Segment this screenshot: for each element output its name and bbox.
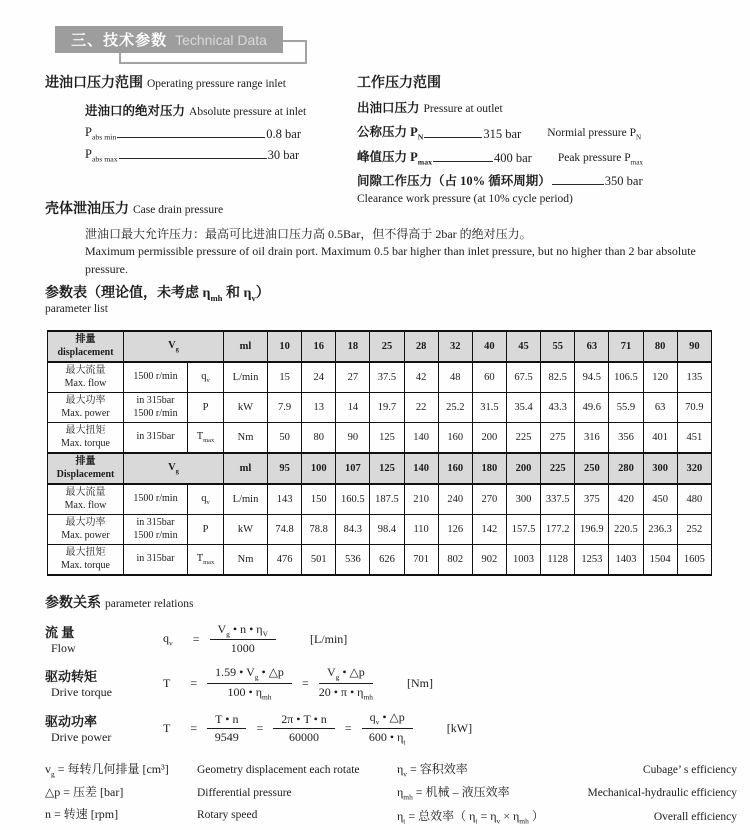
table-cell: ml (224, 331, 268, 362)
legend-def: $v_g$ = 每转几何排量 [cm³] (45, 762, 169, 779)
table-cell: 196.9 (575, 515, 609, 545)
equals-sign: = (190, 720, 198, 735)
table-cell: 27 (336, 362, 370, 393)
fraction: $\frac{q_v • \triangle p}{600 • \eta_t}$ (362, 710, 413, 746)
leader-line (117, 137, 265, 138)
table-cell: 1605 (677, 545, 711, 576)
clearance-pressure-value: 350 bar (604, 174, 643, 188)
table-cell: 401 (643, 423, 677, 454)
legend-item (45, 760, 397, 778)
outlet-subheading-zh: 出油口压力 (357, 101, 420, 115)
table-cell: 80 (302, 423, 336, 454)
case-drain-text-en: Maximum permissible pressure of oil drain port. Maximum 0.5 bar higher than inlet pressure, but no higher than 2 bar absolute pressure. (85, 244, 696, 276)
table-cell: 320 (677, 453, 711, 484)
table-data-row (48, 484, 712, 515)
table-cell: 35.4 (506, 393, 540, 423)
table-cell: 300 (643, 453, 677, 484)
outlet-pressure-section (357, 72, 735, 205)
table-cell: 40 (472, 331, 506, 362)
formula-label: 流 量 Flow (45, 625, 76, 656)
table-cell: 236.3 (643, 515, 677, 545)
table-cell: 200 (472, 423, 506, 454)
table-cell: 337.5 (541, 484, 575, 515)
legend-def: $\eta_{mh}$ = 机械 – 液压效率 (397, 785, 510, 802)
table-cell: 160 (438, 453, 472, 484)
symbol-legend (45, 760, 737, 830)
table-cell: 25.2 (438, 393, 472, 423)
case-drain-text-zh: 泄油口最大允许压力：最高可比进油口压力高 0.5Bar，但不得高于 2bar 的绝对压力。 (85, 227, 532, 241)
legend-en: Rotary speed (197, 809, 258, 822)
outlet-subheading (357, 98, 735, 117)
formula-label: 驱动功率 Drive power (45, 714, 112, 745)
inlet-heading (45, 72, 357, 92)
legend-item (45, 805, 397, 822)
table-cell: 1500 r/min (124, 484, 188, 515)
table-cell: 71 (609, 331, 643, 362)
table-cell: 67.5 (506, 362, 540, 393)
table-cell: 375 (575, 484, 609, 515)
formula-unit: [L/min] (309, 631, 348, 646)
parameter-list-title (45, 282, 270, 315)
table-cell: kW (224, 393, 268, 423)
table-cell: 250 (575, 453, 609, 484)
legend-def: $\eta_t$ = 总效率（ $\eta_t = \eta_v \times \eta_{mh}$ ） (397, 808, 544, 826)
table-cell: 626 (370, 545, 404, 576)
table-cell: ml (224, 453, 268, 484)
relations-heading-en: parameter relations (105, 598, 194, 610)
legend-item (45, 783, 397, 800)
legend-item (397, 783, 737, 801)
pressure-columns (45, 72, 735, 205)
table-cell: 60 (472, 362, 506, 393)
table-cell: 316 (575, 423, 609, 454)
table-cell: L/min (224, 362, 268, 393)
legend-en: Geometry displacement each rotate (197, 764, 360, 776)
table-cell: 94.5 (575, 362, 609, 393)
formula-symbol: T (163, 720, 171, 735)
abs-max-value: 30 bar (267, 148, 300, 162)
table-data-row (48, 423, 712, 454)
legend-def: n = 转速 [rpm] (45, 807, 119, 822)
table-cell: 177.2 (541, 515, 575, 545)
table-cell: 225 (541, 453, 575, 484)
banner-title-zh: 三、技术参数 (71, 32, 168, 49)
fraction: $\frac{V_g • \triangle p}{20 • \pi • \eta_{mh}}$ (318, 665, 373, 702)
table-cell: 70.9 (677, 393, 711, 423)
banner-title-en: Technical Data (175, 31, 267, 48)
table-cell: 95 (268, 453, 302, 484)
peak-pressure-zh: 峰值压力 $P_{max}$ (357, 149, 432, 166)
table-cell: $q_v$ (188, 362, 224, 393)
parameter-list-title-en: parameter list (45, 302, 108, 315)
nominal-pressure-en: Normial pressure $P_N$ (547, 127, 642, 142)
formula-symbol: T (163, 675, 171, 690)
abs-max-line (85, 147, 357, 164)
table-cell: 270 (472, 484, 506, 515)
table-cell: 476 (268, 545, 302, 576)
table-cell: L/min (224, 484, 268, 515)
table-cell: 55 (541, 331, 575, 362)
legend-left-column (45, 760, 397, 830)
table-cell: 802 (438, 545, 472, 576)
table-cell: 106.5 (609, 362, 643, 393)
table-cell: 98.4 (370, 515, 404, 545)
table-cell: $q_v$ (188, 484, 224, 515)
table-cell: 220.5 (609, 515, 643, 545)
table-cell: 排量 displacement (48, 331, 124, 362)
table-cell: 7.9 (268, 393, 302, 423)
formula-row (45, 665, 735, 701)
table-cell: 最大扭矩 Max. torque (48, 423, 124, 454)
table-cell: 275 (541, 423, 575, 454)
case-drain-heading-en: Case drain pressure (133, 204, 224, 216)
table-cell: 252 (677, 515, 711, 545)
case-drain-heading-zh: 壳体泄油压力 (45, 202, 129, 217)
table-cell: 最大流量 Max. flow (48, 484, 124, 515)
table-cell: 125 (370, 453, 404, 484)
table-cell: 142 (472, 515, 506, 545)
table-cell: 32 (438, 331, 472, 362)
clearance-pressure-line (357, 171, 735, 189)
table-cell: 78.8 (302, 515, 336, 545)
leader-line (119, 158, 267, 159)
table-cell: in 315bar 1500 r/min (124, 393, 188, 423)
table-cell: 1504 (643, 545, 677, 576)
inlet-heading-zh: 进油口压力范围 (45, 76, 143, 91)
formula-row (45, 622, 735, 656)
legend-right-column (397, 760, 737, 830)
nominal-pressure-value: 315 bar (483, 126, 522, 141)
legend-en: Differential pressure (197, 787, 292, 800)
nominal-pressure-zh: 公称压力 $P_N$ (357, 125, 424, 142)
table-cell: 240 (438, 484, 472, 515)
table-header-row (48, 453, 712, 484)
case-drain-body (85, 226, 735, 278)
table-cell: 210 (404, 484, 438, 515)
formula-label: 驱动转矩 Drive torque (45, 669, 112, 700)
table-cell: 701 (404, 545, 438, 576)
table-cell: 420 (609, 484, 643, 515)
clearance-pressure-note-en: Clearance work pressure (at 10% cycle period) (357, 193, 573, 205)
table-cell: 1253 (575, 545, 609, 576)
table-cell: 14 (336, 393, 370, 423)
table-cell: 63 (575, 331, 609, 362)
abs-min-value: 0.8 bar (266, 126, 301, 141)
table-cell: in 315bar (124, 545, 188, 576)
table-data-row (48, 393, 712, 423)
table-cell: 16 (302, 331, 336, 362)
leader-line (552, 184, 604, 185)
table-cell: 110 (404, 515, 438, 545)
table-cell: 22 (404, 393, 438, 423)
table-cell: 18 (336, 331, 370, 362)
table-cell: 28 (404, 331, 438, 362)
inlet-subheading-zh: 进油口的绝对压力 (85, 104, 186, 118)
table-cell: $V_g$ (124, 331, 224, 362)
table-cell: 63 (643, 393, 677, 423)
equals-sign: = (256, 720, 264, 735)
table-data-row (48, 515, 712, 545)
table-cell: 1500 r/min (124, 362, 188, 393)
legend-def: $\eta_v$ = 容积效率 (397, 762, 468, 779)
table-cell: 120 (643, 362, 677, 393)
table-cell: 160.5 (336, 484, 370, 515)
table-cell: 55.9 (609, 393, 643, 423)
formula-list (45, 622, 735, 746)
peak-pressure-en: Peak pressure $P_{max}$ (557, 151, 643, 166)
peak-pressure-value: 400 bar (493, 151, 532, 165)
parameter-list-title-zh: 参数表（理论值，未考虑 $\eta_{mh}$ 和 $\eta_v$） (45, 286, 270, 303)
fraction: $\frac{1.59 • V_g • \triangle p}{100 • \eta_{mh}}$ (207, 665, 292, 701)
section-banner (55, 26, 283, 53)
equals-sign: = (301, 675, 309, 690)
table-cell: 125 (370, 423, 404, 454)
formula-row (45, 710, 735, 746)
leader-line (424, 137, 482, 138)
table-cell: 排量 Displacement (48, 453, 124, 484)
table-cell: 最大流量 Max. flow (48, 362, 124, 393)
table-cell: 451 (677, 423, 711, 454)
table-cell: 225 (506, 423, 540, 454)
fraction: $\frac{V_g • n • \eta_V}{1000}$ (210, 622, 276, 656)
table-cell: P (188, 393, 224, 423)
table-header-row (48, 331, 712, 362)
table-cell: 80 (643, 331, 677, 362)
formula-symbol: $q_v$ (163, 631, 173, 648)
table-cell: kW (224, 515, 268, 545)
table-cell: 13 (302, 393, 336, 423)
table-cell: 902 (472, 545, 506, 576)
legend-en: Overall efficiency (653, 810, 737, 823)
table-cell: 45 (506, 331, 540, 362)
table-cell: 180 (472, 453, 506, 484)
peak-pressure-line (357, 147, 735, 167)
abs-min-line (85, 125, 357, 142)
table-data-row (48, 545, 712, 576)
outlet-heading-zh: 工作压力范围 (357, 76, 441, 91)
table-cell: 280 (609, 453, 643, 484)
table-cell: 42 (404, 362, 438, 393)
table-cell: 157.5 (506, 515, 540, 545)
table-cell: 10 (268, 331, 302, 362)
table-cell: Nm (224, 423, 268, 454)
table-cell: $V_g$ (124, 453, 224, 484)
table-data-row (48, 362, 712, 393)
case-drain-heading (45, 198, 735, 218)
legend-item (397, 760, 737, 778)
case-drain-section (45, 198, 735, 278)
legend-item (397, 807, 737, 825)
table-cell: 31.5 (472, 393, 506, 423)
table-cell: 49.6 (575, 393, 609, 423)
table-cell: 536 (336, 545, 370, 576)
table-cell: 最大功率 Max. power (48, 393, 124, 423)
table-cell: 160 (438, 423, 472, 454)
relations-heading-zh: 参数关系 (45, 596, 101, 611)
formula-unit: [Nm] (406, 675, 433, 690)
table-cell: 82.5 (541, 362, 575, 393)
table-cell: 15 (268, 362, 302, 393)
parameter-relations-section (45, 592, 735, 746)
table-cell: 74.8 (268, 515, 302, 545)
inlet-subheading (85, 101, 357, 120)
inlet-heading-en: Operating pressure range inlet (147, 78, 286, 90)
table-cell: 1128 (541, 545, 575, 576)
table-cell: in 315bar (124, 423, 188, 454)
table-cell: 25 (370, 331, 404, 362)
equals-sign: = (190, 675, 198, 690)
table-cell: 126 (438, 515, 472, 545)
table-cell: 50 (268, 423, 302, 454)
clearance-pressure-zh: 间隙工作压力（占 10% 循环周期） (357, 174, 551, 188)
table-cell: 37.5 (370, 362, 404, 393)
table-cell: $T_{max}$ (188, 423, 224, 454)
table-cell: 24 (302, 362, 336, 393)
table-cell: 200 (506, 453, 540, 484)
equals-sign: = (192, 631, 200, 646)
table-cell: 450 (643, 484, 677, 515)
table-cell: 19.7 (370, 393, 404, 423)
abs-max-symbol: $P_{abs max}$ (85, 146, 118, 163)
table-cell: 90 (677, 331, 711, 362)
table-cell: 150 (302, 484, 336, 515)
fraction: $\frac{2\pi • T • n}{60000}$ (273, 712, 335, 745)
table-cell: 90 (336, 423, 370, 454)
table-cell: 501 (302, 545, 336, 576)
table-cell: 1003 (506, 545, 540, 576)
table-cell: 84.3 (336, 515, 370, 545)
table-cell: Nm (224, 545, 268, 576)
inlet-subheading-en: Absolute pressure at inlet (189, 106, 307, 118)
legend-def: △p = 压差 [bar] (45, 785, 124, 800)
formula-unit: [kW] (446, 720, 473, 735)
parameter-table (47, 330, 712, 576)
table-cell: 143 (268, 484, 302, 515)
table-cell: 48 (438, 362, 472, 393)
table-cell: 最大扭矩 Max. torque (48, 545, 124, 576)
table-cell: 140 (404, 423, 438, 454)
table-cell: 187.5 (370, 484, 404, 515)
outlet-subheading-en: Pressure at outlet (423, 103, 503, 115)
fraction: $\frac{T • n}{9549}$ (207, 712, 246, 745)
table-cell: 356 (609, 423, 643, 454)
legend-en: Mechanical-hydraulic efficiency (587, 787, 737, 800)
abs-min-symbol: $P_{abs min}$ (85, 125, 117, 142)
table-cell: 43.3 (541, 393, 575, 423)
leader-line (433, 161, 493, 162)
table-cell: P (188, 515, 224, 545)
equals-sign: = (344, 720, 352, 735)
table-cell: 140 (404, 453, 438, 484)
legend-en: Cubage’ s efficiency (642, 764, 737, 776)
table-cell: $T_{max}$ (188, 545, 224, 576)
table-cell: 1403 (609, 545, 643, 576)
table-cell: 480 (677, 484, 711, 515)
nominal-pressure-line (357, 122, 735, 142)
table-cell: 135 (677, 362, 711, 393)
table-cell: in 315bar 1500 r/min (124, 515, 188, 545)
table-cell: 最大功率 Max. power (48, 515, 124, 545)
relations-heading (45, 592, 735, 612)
inlet-pressure-section (45, 72, 357, 205)
table-cell: 107 (336, 453, 370, 484)
table-cell: 300 (506, 484, 540, 515)
table-cell: 100 (302, 453, 336, 484)
